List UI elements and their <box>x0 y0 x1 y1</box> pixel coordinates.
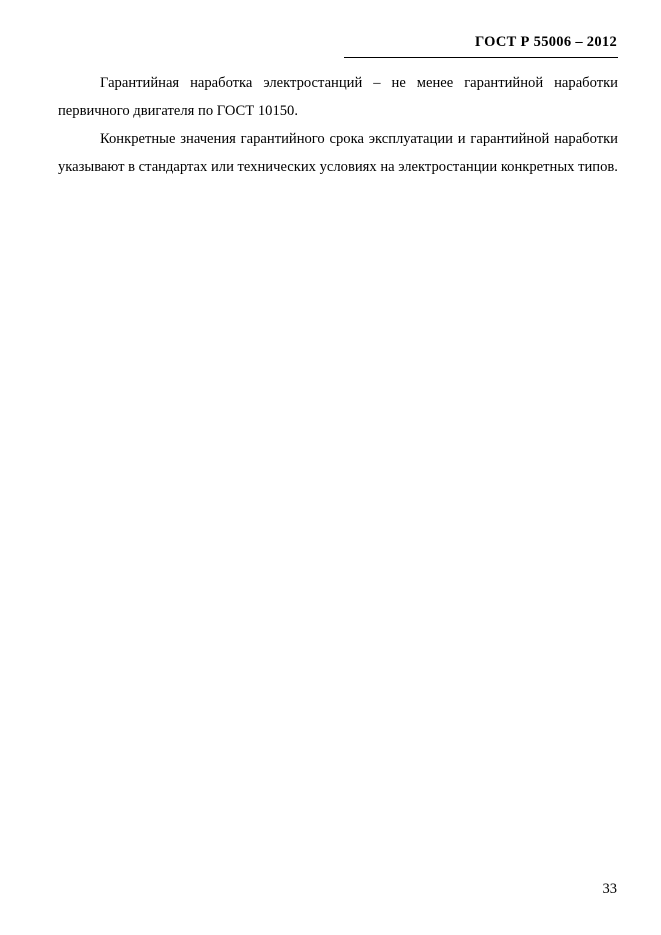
page-number: 33 <box>602 881 617 897</box>
document-body <box>58 70 618 182</box>
header-divider <box>344 57 618 58</box>
page-header-standard-number: ГОСТ Р 55006 – 2012 <box>474 34 617 50</box>
paragraph: Гарантийная наработка электростанций – не менее гарантийной наработки первичного двигателя по ГОСТ 10150. <box>58 75 618 119</box>
paragraph: Конкретные значения гарантийного срока эксплуатации и гарантийной наработки указывают в стандартах или технических условиях на электростанции конкретных типов. <box>58 131 618 175</box>
